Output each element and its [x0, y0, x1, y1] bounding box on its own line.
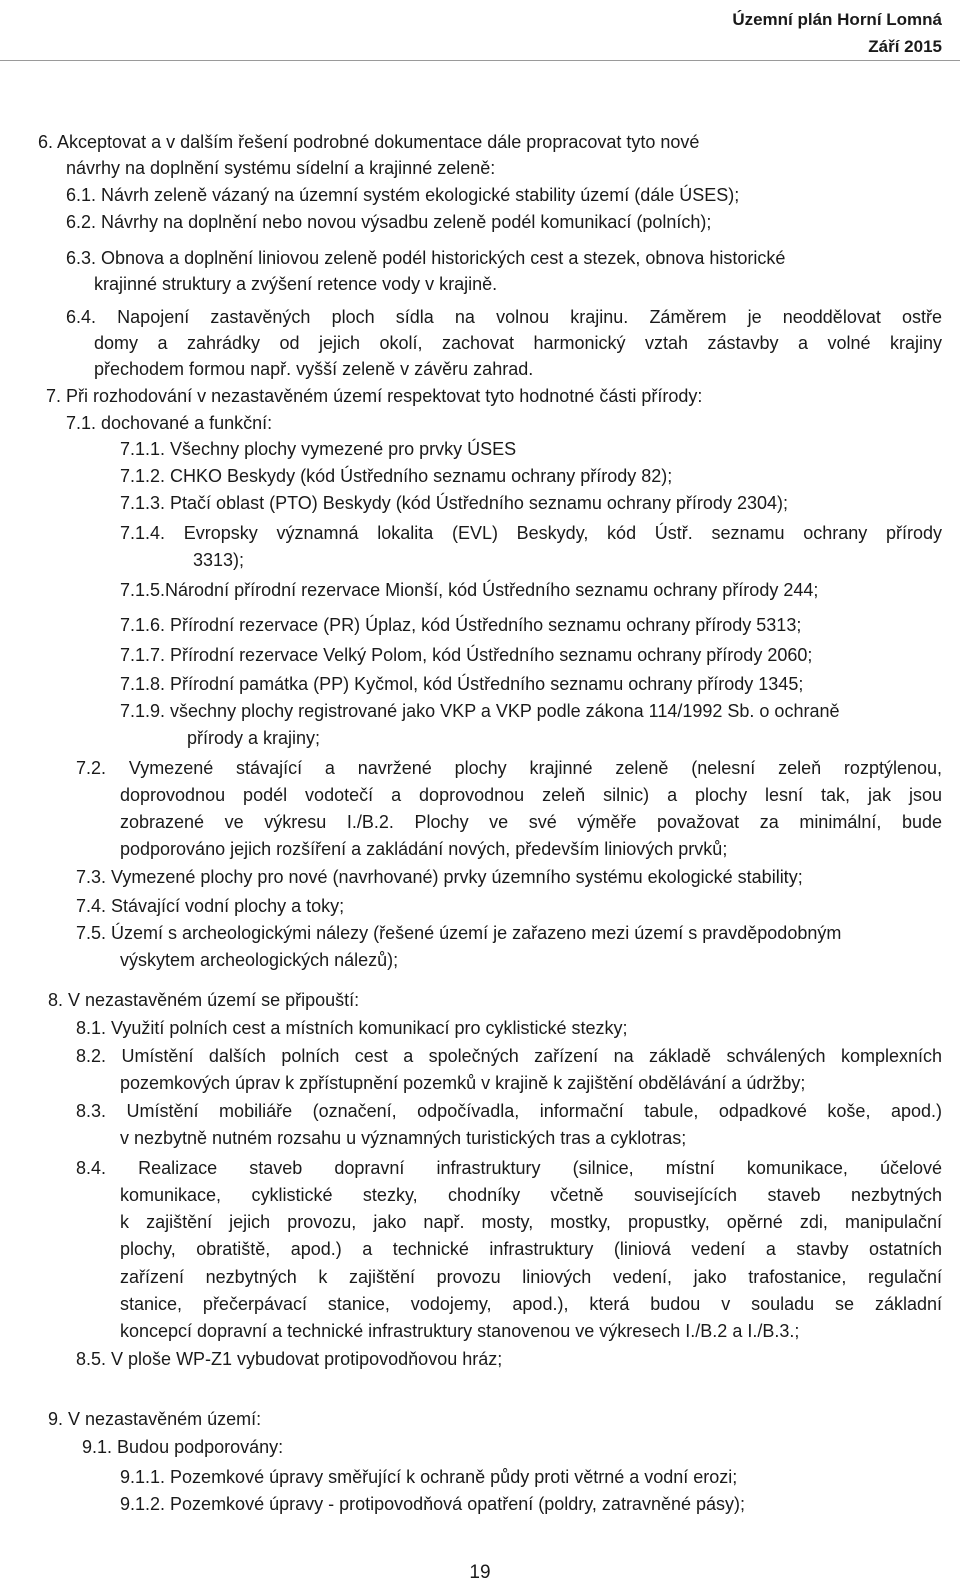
text-line: výskytem archeologických nálezů); — [120, 950, 399, 970]
text-line: 8.2. Umístění dalších polních cest a společných zařízení na základě schválených komplexních — [76, 1046, 942, 1066]
text-line: krajinné struktury a zvýšení retence vody v krajině. — [94, 274, 498, 294]
text-line: komunikace, cyklistické stezky, chodníky včetně souvisejících staveb nezbytných — [120, 1185, 942, 1205]
text-line: 7.1.1. Všechny plochy vymezené pro prvky ÚSES — [120, 439, 517, 459]
text-line: koncepcí dopravní a technické infrastruktury stanovenou ve výkresech I./B.2 a I./B.3.; — [120, 1321, 800, 1341]
text-line: návrhy na doplnění systému sídelní a krajinné zeleně: — [66, 158, 496, 178]
text-line: k zajištění jejich provozu, jako např. mosty, mostky, propustky, opěrné zdi, manipulační — [120, 1212, 942, 1232]
text-line: 9.1.1. Pozemkové úpravy směřující k ochraně půdy proti větrné a vodní erozi; — [120, 1467, 738, 1487]
document-title: Územní plán Horní Lomná — [732, 10, 942, 29]
text-line: 8.1. Využití polních cest a místních komunikací pro cyklistické stezky; — [76, 1018, 628, 1038]
text-line: 9.1.2. Pozemkové úpravy - protipovodňová opatření (poldry, zatravněné pásy); — [120, 1494, 746, 1514]
text-line: přírody a krajiny; — [187, 728, 321, 748]
text-line: 8.3. Umístění mobiliáře (označení, odpočívadla, informační tabule, odpadkové koše, apod.) — [76, 1101, 942, 1121]
text-line: 8.4. Realizace staveb dopravní infrastruktury (silnice, místní komunikace, účelové — [76, 1158, 942, 1178]
text-line: přechodem formou např. vyšší zeleně v závěru zahrad. — [94, 359, 534, 379]
text-line: plochy, obratiště, apod.) a technické infrastruktury (liniová vedení a stavby ostatních — [120, 1239, 942, 1259]
text-line: 7.1.5.Národní přírodní rezervace Mionší, kód Ústředního seznamu ochrany přírody 244; — [120, 580, 819, 600]
text-line: 7.2. Vymezené stávající a navržené plochy krajinné zeleně (nelesní zeleň rozptýlenou, — [76, 758, 942, 778]
text-line: v nezbytně nutném rozsahu u významných turistických tras a cyklotras; — [120, 1128, 687, 1148]
text-line: zařízení nezbytných k zajištění provozu liniových vedení, jako trafostanice, regulační — [120, 1267, 942, 1287]
text-line: 3313); — [193, 550, 245, 570]
text-line: 7.1.2. CHKO Beskydy (kód Ústředního seznamu ochrany přírody 82); — [120, 466, 673, 486]
header-divider — [0, 60, 960, 61]
text-line: doprovodnou podél vodotečí a doprovodnou zeleň silnic) a plochy lesní tak, jak jsou — [120, 785, 942, 805]
text-line: 6.2. Návrhy na doplnění nebo novou výsadbu zeleně podél komunikací (polních); — [66, 212, 712, 232]
document-date: Září 2015 — [868, 37, 942, 56]
text-line: 7.5. Území s archeologickými nálezy (řešené území je zařazeno mezi území s pravděpodobným — [76, 923, 842, 943]
text-line: 6.3. Obnova a doplnění liniovou zeleně podél historických cest a stezek, obnova historické — [66, 248, 786, 268]
text-line: 7.1.3. Ptačí oblast (PTO) Beskydy (kód Ústředního seznamu ochrany přírody 2304); — [120, 493, 788, 513]
text-line: 8. V nezastavěném území se připouští: — [48, 990, 360, 1010]
text-line: 7.3. Vymezené plochy pro nové (navrhované) prvky územního systému ekologické stability; — [76, 867, 803, 887]
page-number: 19 — [469, 1562, 491, 1583]
text-line: 7. Při rozhodování v nezastavěném území respektovat tyto hodnotné části přírody: — [46, 386, 703, 406]
text-line: stanice, přečerpávací stanice, vodojemy, apod.), která budou v souladu se základní — [120, 1294, 942, 1314]
document-header — [732, 6, 942, 60]
text-line: 9.1. Budou podporovány: — [82, 1437, 284, 1457]
text-line: 8.5. V ploše WP-Z1 vybudovat protipovodňovou hráz; — [76, 1349, 503, 1369]
text-line: 7.1.9. všechny plochy registrované jako VKP a VKP podle zákona 114/1992 Sb. o ochraně — [120, 701, 840, 721]
text-line: zobrazené ve výkresu I./B.2. Plochy ve své výměře považovat za minimální, bude — [120, 812, 942, 832]
text-line: pozemkových úprav k zpřístupnění pozemků v krajině k zajištění obdělávání a údržby; — [120, 1073, 806, 1093]
text-line: podporováno jejich rozšíření a zakládání nových, především liniových prvků; — [120, 839, 728, 859]
text-line: 7.1.7. Přírodní rezervace Velký Polom, kód Ústředního seznamu ochrany přírody 2060; — [120, 645, 813, 665]
text-line: 7.1. dochované a funkční: — [66, 413, 273, 433]
text-line: 7.1.6. Přírodní rezervace (PR) Úplaz, kód Ústředního seznamu ochrany přírody 5313; — [120, 615, 802, 635]
text-line: 6. Akceptovat a v dalším řešení podrobné dokumentace dále propracovat tyto nové — [38, 132, 700, 152]
text-line: 7.4. Stávající vodní plochy a toky; — [76, 896, 345, 916]
text-line: 6.4. Napojení zastavěných ploch sídla na volnou krajinu. Záměrem je neoddělovat ostře — [66, 307, 942, 327]
text-line: 9. V nezastavěném území: — [48, 1409, 262, 1429]
text-line: 6.1. Návrh zeleně vázaný na územní systém ekologické stability území (dále ÚSES); — [66, 185, 740, 205]
text-line: 7.1.4. Evropsky významná lokalita (EVL) Beskydy, kód Ústř. seznamu ochrany přírody — [120, 523, 942, 543]
text-line: 7.1.8. Přírodní památka (PP) Kyčmol, kód Ústředního seznamu ochrany přírody 1345; — [120, 674, 804, 694]
text-line: domy a zahrádky od jejich okolí, zachovat harmonický vztah zástavby a volné krajiny — [94, 333, 942, 353]
